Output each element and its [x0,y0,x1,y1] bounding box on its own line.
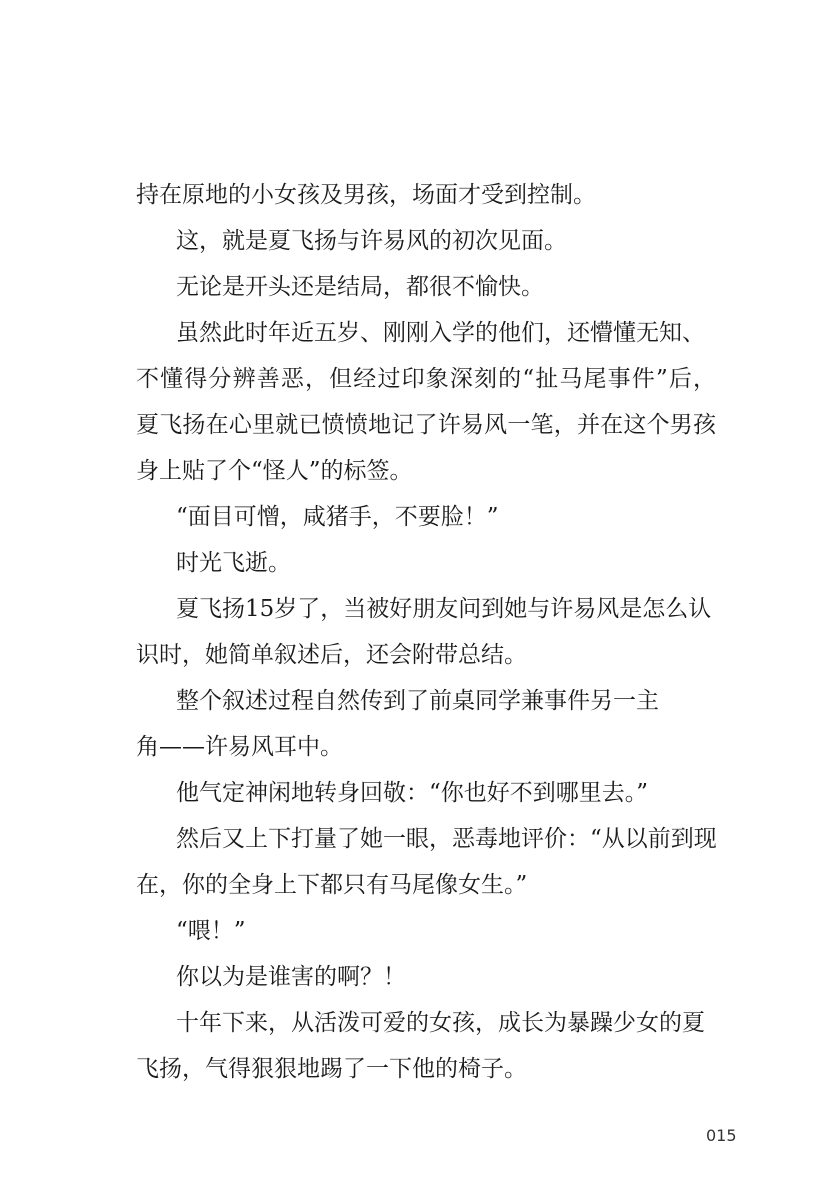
text-line: 无论是开头还是结局，都很不愉快。 [176,274,544,300]
text-line: “喂！” [176,918,246,944]
text-line: 整个叙述过程自然传到了前桌同学兼事件另一主 [176,688,659,714]
text-line: 飞扬，气得狠狠地踢了一下他的椅子。 [136,1056,527,1082]
text-line: 虽然此时年近五岁、刚刚入学的他们，还懵懂无知、 [176,320,705,346]
text-line: “面目可憎，咸猪手，不要脸！” [176,504,499,530]
text-line: 识时，她简单叙述后，还会附带总结。 [136,642,527,668]
text-line: 不懂得分辨善恶，但经过印象深刻的“扯马尾事件”后， [136,366,716,392]
text-line: 夏飞扬15岁了，当被好朋友问到她与许易风是怎么认 [176,596,712,622]
text-line: 十年下来，从活泼可爱的女孩，成长为暴躁少女的夏 [176,1010,705,1036]
text-line: 角——许易风耳中。 [136,734,343,760]
text-line: 然后又上下打量了她一眼，恶毒地评价：“从以前到现 [176,826,717,852]
text-line: 夏飞扬在心里就已愤愤地记了许易风一笔，并在这个男孩 [136,412,716,438]
text-line: 这，就是夏飞扬与许易风的初次见面。 [176,228,567,254]
text-line: 你以为是谁害的啊？！ [176,964,406,990]
text-line: 时光飞逝。 [176,550,291,576]
text-line: 他气定神闲地转身回敬：“你也好不到哪里去。” [176,780,649,806]
text-line: 持在原地的小女孩及男孩，场面才受到控制。 [136,182,596,208]
text-line: 身上贴了个“怪人”的标签。 [136,458,413,484]
text-line: 在，你的全身上下都只有马尾像女生。” [136,872,528,898]
page-number: 015 [706,1126,737,1145]
